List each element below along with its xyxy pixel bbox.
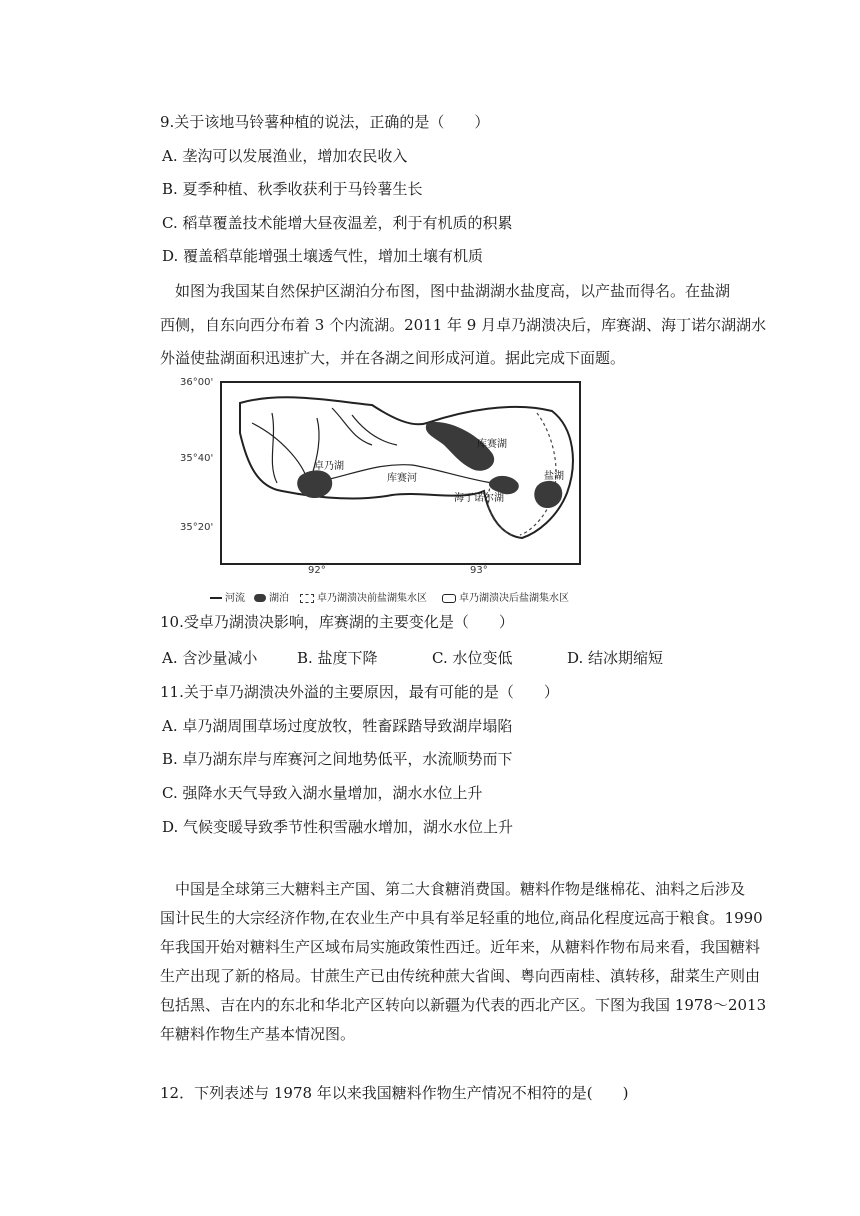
intro2-line-1: 中国是全球第三大糖料主产国、第二大食糖消费国。糖料作物是继棉花、油料之后涉及 <box>175 880 746 898</box>
legend-after-swatch <box>442 594 456 603</box>
q11-option-a: A. 卓乃湖周围草场过度放牧，牲畜踩踏导致湖岸塌陷 <box>162 717 513 735</box>
q11-option-c: C. 强降水天气导致入湖水量增加，湖水水位上升 <box>162 784 483 802</box>
river-2 <box>272 413 277 483</box>
q9-option-c: C. 稻草覆盖技术能增大昼夜温差，利于有机质的积累 <box>162 214 513 232</box>
label-zhuonai: 卓乃湖 <box>314 461 344 472</box>
q9-option-a: A. 垄沟可以发展渔业，增加农民收入 <box>162 147 408 165</box>
legend-before: 卓乃湖溃决前盐湖集水区 <box>300 589 427 604</box>
q10-options <box>162 648 702 668</box>
intro2-line-6: 年糖料作物生产基本情况图。 <box>160 1025 356 1043</box>
intro2-line-3: 年我国开始对糖料生产区域布局实施政策性西迁。近年来，从糖料作物布局来看，我国糖料 <box>160 938 761 956</box>
lake-yanhu <box>534 481 562 508</box>
lon-tick-93: 93° <box>470 565 488 576</box>
legend-before-swatch <box>300 594 314 603</box>
legend-after: 卓乃湖溃决后盐湖集水区 <box>442 589 569 604</box>
q10-option-b: B. 盐度下降 <box>297 649 378 667</box>
q11-stem: 11.关于卓乃湖溃决外溢的主要原因，最有可能的是（ ） <box>160 683 559 701</box>
lat-tick-36-00: 36°00' <box>180 377 214 388</box>
intro1-line-3: 外溢使盐湖面积迅速扩大，并在各湖之间形成河道。据此完成下面题。 <box>160 349 626 367</box>
q10-option-a: A. 含沙量减小 <box>162 649 258 667</box>
q9-option-b: B. 夏季种植、秋季收获利于马铃薯生长 <box>162 180 423 198</box>
label-kusai-lake: 库赛湖 <box>477 439 507 450</box>
q10-option-c: C. 水位变低 <box>432 649 513 667</box>
q11-option-d: D. 气候变暖导致季节性积雪融水增加，湖水水位上升 <box>162 818 514 836</box>
legend-lake-swatch <box>254 594 266 602</box>
q12-stem: 12．下列表述与 1978 年以来我国糖料作物生产情况不相符的是( ) <box>160 1084 629 1102</box>
lat-tick-35-20: 35°20' <box>180 522 214 533</box>
intro2-line-2: 国计民生的大宗经济作物,在农业生产中具有举足轻重的地位,商品化程度远高于粮食。1990 <box>160 909 763 927</box>
label-yanhu: 盐湖 <box>544 471 564 482</box>
lat-tick-35-40: 35°40' <box>180 453 214 464</box>
river-4 <box>332 408 372 445</box>
legend-river: 河流 <box>210 589 245 604</box>
legend-river-swatch <box>210 597 222 599</box>
legend-lake: 湖泊 <box>254 589 289 604</box>
map-frame <box>220 381 581 565</box>
intro2-line-4: 生产出现了新的格局。甘蔗生产已由传统种蔗大省闽、粤向西南桂、滇转移，甜菜生产则由 <box>160 967 761 985</box>
intro1-line-1: 如图为我国某自然保护区湖泊分布图，图中盐湖湖水盐度高，以产盐而得名。在盐湖 <box>175 282 731 300</box>
q10-option-d: D. 结冰期缩短 <box>567 649 664 667</box>
intro2-line-5: 包括黑、吉在内的东北和华北产区转向以新疆为代表的西北产区。下图为我国 1978～2013 <box>160 996 767 1014</box>
q9-stem: 9.关于该地马铃薯种植的说法，正确的是（ ） <box>160 113 490 131</box>
q10-stem: 10.受卓乃湖溃决影响，库赛湖的主要变化是（ ） <box>160 613 514 631</box>
catchment-after-outline <box>240 397 573 538</box>
lon-tick-92: 92° <box>308 565 326 576</box>
river-1 <box>252 423 307 479</box>
map-svg <box>222 383 579 563</box>
intro1-line-2: 西侧，自东向西分布着 3 个内流湖。2011 年 9 月卓乃湖溃决后，库赛湖、海丁诺尔湖湖水 <box>160 316 767 334</box>
q11-option-b: B. 卓乃湖东岸与库赛河之间地势低平，水流顺势而下 <box>162 750 513 768</box>
lake-haiding <box>489 476 519 494</box>
lake-distribution-map <box>180 377 578 607</box>
label-haiding: 海丁诺尔湖 <box>454 493 504 504</box>
map-legend <box>210 589 578 605</box>
label-kusai-river: 库赛河 <box>387 473 417 484</box>
q9-option-d: D. 覆盖稻草能增强土壤透气性，增加土壤有机质 <box>162 247 484 265</box>
river-5 <box>352 415 397 445</box>
